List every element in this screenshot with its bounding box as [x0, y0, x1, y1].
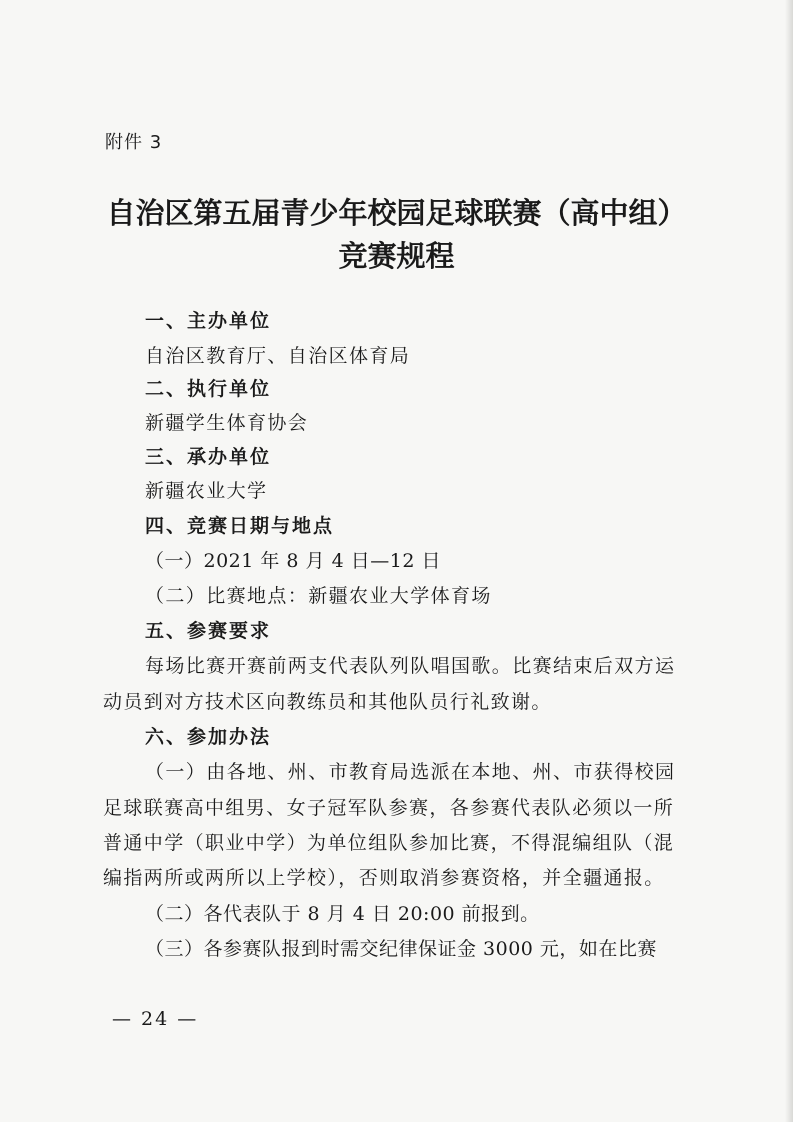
- paragraph-line: （三）各参赛队报到时需交纪律保证金 3000 元，如在比赛: [145, 938, 657, 960]
- attachment-label: 附件 3: [105, 132, 163, 153]
- section-body-executor: 新疆学生体育协会: [145, 412, 309, 434]
- document-subtitle: 竞赛规程: [338, 239, 455, 273]
- section-heading-requirements: 五、参赛要求: [145, 620, 272, 642]
- section-item-venue: （二）比赛地点：新疆农业大学体育场: [145, 585, 492, 607]
- paragraph-line: 普通中学（职业中学）为单位组队参加比赛，不得混编组队（混: [103, 832, 675, 854]
- section-heading-organizer: 一、主办单位: [145, 310, 272, 332]
- paragraph-line: 足球联赛高中组男、女子冠军队参赛，各参赛代表队必须以一所: [103, 797, 675, 819]
- document-title: 自治区第五届青少年校园足球联赛（高中组）: [106, 196, 687, 230]
- section-item-date: （一）2021 年 8 月 4 日—12 日: [145, 550, 441, 572]
- paragraph-line: （一）由各地、州、市教育局选派在本地、州、市获得校园: [145, 761, 676, 783]
- paragraph-line: 动员到对方技术区向教练员和其他队员行礼致谢。: [103, 691, 552, 713]
- section-heading-executor: 二、执行单位: [145, 378, 272, 400]
- paragraph-line: 编指两所或两所以上学校），否则取消参赛资格，并全疆通报。: [103, 867, 665, 889]
- section-body-host: 新疆农业大学: [145, 480, 268, 502]
- scan-edge-shadow: [785, 0, 793, 1122]
- section-heading-host: 三、承办单位: [145, 446, 272, 468]
- page-number: — 24 —: [112, 1008, 199, 1030]
- section-body-organizer: 自治区教育厅、自治区体育局: [145, 345, 411, 367]
- paragraph-line: 每场比赛开赛前两支代表队列队唱国歌。比赛结束后双方运: [145, 655, 676, 677]
- section-heading-date-venue: 四、竞赛日期与地点: [145, 515, 335, 537]
- section-heading-participation: 六、参加办法: [145, 726, 272, 748]
- paragraph-line: （二）各代表队于 8 月 4 日 20:00 前报到。: [145, 903, 540, 925]
